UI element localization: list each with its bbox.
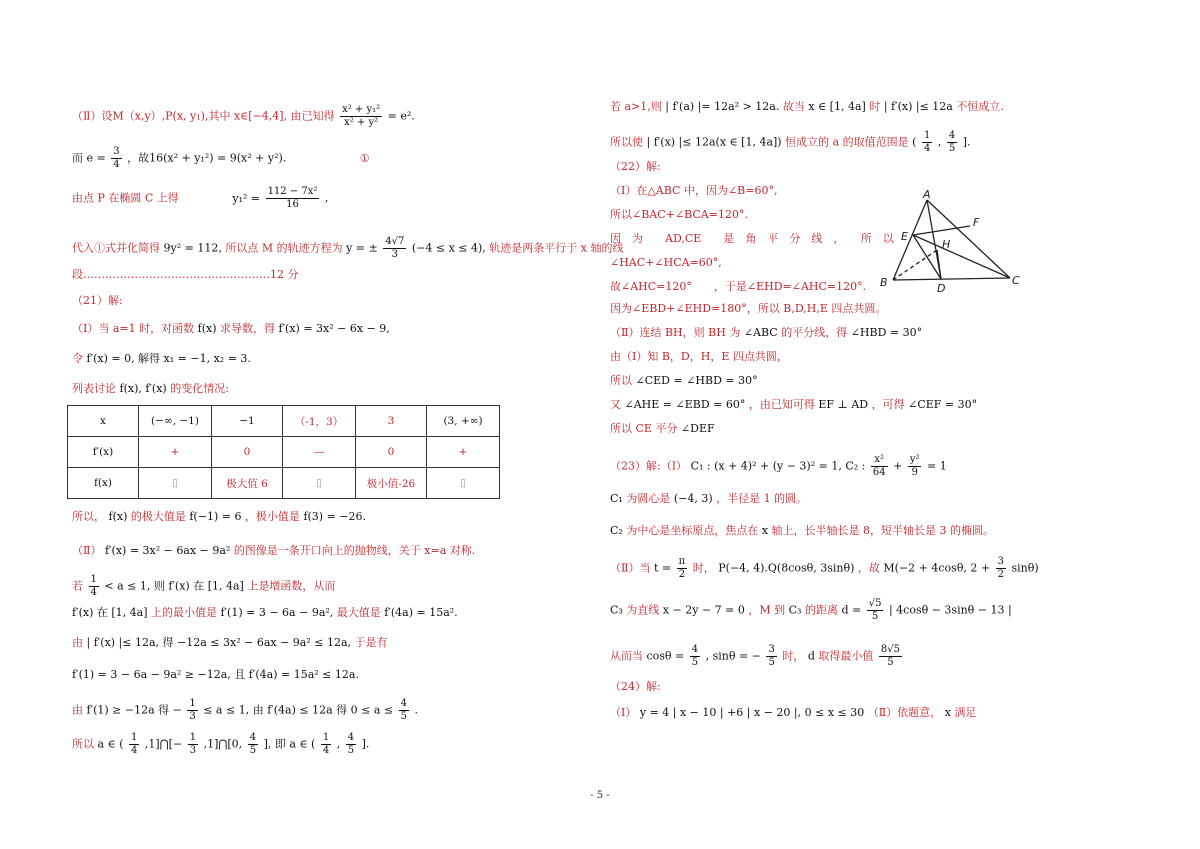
problem-21-heading: （21）解: <box>72 294 123 307</box>
roots-line: 令 f′(x) = 0, 解得 x₁ = −1, x₂ = 3. <box>72 352 251 365</box>
min-max-line: f′(x) 在 [1, 4a] 上的最小值是 f′(1) = 3 − 6a − 9a², 最大值是 f′(4a) = 15a². <box>72 606 458 619</box>
fraction: $\frac{1}{4}$ <box>923 130 931 154</box>
segment-ef <box>913 226 970 235</box>
eccentricity-line: 而 e = $\frac{3}{4}$ ，故16(x² + y₁²) = 9(x² + y²). ① <box>72 146 370 170</box>
p22-conclusion-line: 所以 CE 平分 ∠DEF <box>610 422 715 435</box>
fraction: $\frac{4}{5}$ <box>347 732 355 756</box>
trajectory-line: 代入①式并化简得 9y² = 112, 所以点 M 的轨迹方程为 y = ± $\frac{4√7}{3}$ (−4 ≤ x ≤ 4), 轨迹是两条平行于 x 轴的线 <box>72 236 624 260</box>
fraction: $\frac{3}{2}$ <box>997 556 1005 580</box>
third-fraction: $\frac{1}{3}$ <box>189 698 196 722</box>
range-result-line: 所以 a ∈ ( $\frac{1}{4}$ ,1]⋂[− $\frac{1}{3}$ ,1]⋂[0, $\frac{4}{5}$ ], 即 a ∈ ( $\frac{1}{4}$ , $\frac{4}{5}$ ]. <box>72 732 370 756</box>
fraction: $\frac{1}{3}$ <box>189 732 197 756</box>
p23-minimum-line: 从而当 cosθ = $\frac{4}{5}$ , sinθ = − $\frac{3}{5}$ 时， d 取得最小值 $\frac{8√5}{5}$ <box>610 644 900 668</box>
label-d: D <box>937 282 946 295</box>
p23-curves-line: （23）解:（Ⅰ） C₁ : (x + 4)² + (y − 3)² = 1, C₂ : $\frac{\text{x²}}{64}$ + $\frac{\text{y²}}{9}$ = 1 <box>610 454 947 478</box>
p22-angle-cef-line: 又 ∠AHE = ∠EBD = 60° ，由已知可得 EF ⊥ AD ，可得 ∠CEF = 30° <box>610 398 978 411</box>
p22-angle-ced-line: 所以 ∠CED = ∠HBD = 30° <box>610 374 758 387</box>
page-number: - 5 - <box>590 790 610 801</box>
fraction: $\frac{√5}{5}$ <box>868 598 882 622</box>
p22-line-6: 因为∠EBD+∠EHD=180°，所以 B,D,H,E 四点共圆。 <box>610 302 887 315</box>
p22-line-1: （Ⅰ）在△ABC 中，因为∠B=60°, <box>610 184 778 197</box>
extremum-line: 所以， f(x) 的极大值是 f(−1) = 6 ，极小值是 f(3) = −26. <box>72 510 367 523</box>
label-h: H <box>942 238 951 251</box>
inequality-line: 由 | f′(x) |≤ 12a, 得 −12a ≤ 3x² − 6ax − 9a² ≤ 12a, 于是有 <box>72 636 388 649</box>
four-fifths-fraction: $\frac{4}{5}$ <box>400 698 408 722</box>
fraction: $\frac{4}{5}$ <box>948 130 956 154</box>
label-c: C <box>1012 274 1020 287</box>
p24-function-line: （Ⅰ） y = 4 | x − 10 | +6 | x − 20 |, 0 ≤ x ≤ 30 （Ⅱ）依题意， x 满足 <box>610 706 977 719</box>
table-row: x (−∞, −1) −1 （-1，3） 3 (3, +∞) <box>68 406 500 437</box>
fraction: $\frac{8√5}{5}$ <box>880 644 900 668</box>
increasing-line: 若 $\frac{1}{4}$ < a ≤ 1, 则 f′(x) 在 [1, 4a] 上是增函数，从而 <box>72 574 336 598</box>
side-bc <box>893 278 1010 280</box>
label-f: F <box>973 216 980 229</box>
ellipse-point-line: 由点 P 在椭圆 C 上得 y₁² = $\frac{\text{112 − 7x²}}{16}$ , <box>72 186 329 210</box>
a-greater-one-line: 若 a>1,则 | f′(a) |= 12a² > 12a. 故当 x ∈ [1, 4a] 时 | f′(x) |≤ 12a 不恒成立. <box>610 100 1004 113</box>
sqrt7-fraction: $\frac{4√7}{3}$ <box>385 236 405 260</box>
p22-line-4: ∠HAC+∠HCA=60°, <box>610 256 722 269</box>
segment-ce <box>913 235 1010 278</box>
p23-part2-line: （Ⅱ）当 t = $\frac{\pi}{2}$ 时， P(−4, 4).Q(8cosθ, 3sinθ) ，故 M(−2 + 4cosθ, 2 + $\frac{3}{2}$ sinθ) <box>610 556 1039 580</box>
circled-one-marker: ① <box>359 151 370 165</box>
fraction: $\frac{1}{4}$ <box>322 732 330 756</box>
p22-line-5: 故∠AHC=120° ，于是∠EHD=∠AHC=120°. <box>610 280 867 293</box>
y1-fraction: $\frac{\text{112 − 7x²}}{16}$ <box>267 186 318 210</box>
fraction: $\frac{\text{x²}}{64}$ <box>872 454 886 478</box>
fraction: $\frac{4}{5}$ <box>691 644 699 668</box>
table-row: f(x) ▯ 极大值 6 ▯ 极小值-26 ▯ <box>68 468 500 499</box>
score-line: 段……………………………………………12 分 <box>72 268 299 281</box>
parabola-line: （Ⅱ） f′(x) = 3x² − 6ax − 9a² 的图像是一条开口向上的抛物线，关于 x=a 对称. <box>72 544 476 557</box>
fraction: $\frac{4}{5}$ <box>249 732 257 756</box>
part2-setup-line: （Ⅱ）设M（x,y）,P(x, y₁),其中 x∈[−4,4], 由已知得 $\frac{\text{x² + y₁²}}{\text{x² + y²}}$ = e². <box>72 104 415 128</box>
a-range-line: 所以使 | f′(x) |≤ 12a(x ∈ [1, 4a]) 恒成立的 a 的取值范围是 ( $\frac{1}{4}$ , $\frac{4}{5}$ ]. <box>610 130 971 154</box>
fraction: $\frac{\pi}{2}$ <box>678 556 686 580</box>
label-b: B <box>880 276 888 289</box>
p23-circle-line: C₁ 为圆心是 (−4, 3) ，半径是 1 的圆。 <box>610 492 808 505</box>
quarter-fraction: $\frac{1}{4}$ <box>90 574 97 598</box>
range-derive-line: 由 f′(1) ≥ −12a 得 − $\frac{1}{3}$ ≤ a ≤ 1, 由 f′(4a) ≤ 12a 得 0 ≤ a ≤ $\frac{4}{5}$ . <box>72 698 419 722</box>
p23-distance-line: C₃ 为直线 x − 2y − 7 = 0 ，M 到 C₃ 的距离 d = $\frac{√5}{5}$ | 4cosθ − 3sinθ − 13 | <box>610 598 1012 622</box>
p22-line-2: 所以∠BAC+∠BCA=120°. <box>610 208 748 221</box>
derivative-line: （Ⅰ）当 a=1 时，对函数 f(x) 求导数，得 f′(x) = 3x² − 6x − 9, <box>72 322 390 335</box>
fraction: $\frac{\text{y²}}{9}$ <box>909 454 920 478</box>
p22-part2-line: （Ⅱ）连结 BH，则 BH 为 ∠ABC 的平分线，得 ∠HBD = 30° <box>610 326 923 339</box>
p22-line-3: 因 为 AD,CE 是 角 平 分 线 ， 所 以 <box>610 232 894 245</box>
fraction: $\frac{1}{4}$ <box>131 732 138 756</box>
ratio-fraction: $\frac{\text{x² + y₁²}}{\text{x² + y²}}$ <box>342 104 381 128</box>
triangle-figure <box>875 190 1025 300</box>
problem-22-heading: （22）解: <box>610 160 661 173</box>
side-ab <box>893 200 927 280</box>
problem-24-heading: （24）解: <box>610 680 661 693</box>
conditions-line: f′(1) = 3 − 6a − 9a² ≥ −12a, 且 f′(4a) = 15a² ≤ 12a. <box>72 668 359 681</box>
label-e: E <box>901 230 908 243</box>
fraction: $\frac{3}{5}$ <box>768 644 775 668</box>
p22-cyclic-line: 由（Ⅰ）知 B，D，H，E 四点共圆， <box>610 350 788 363</box>
table-row: f′(x) + 0 — 0 + <box>68 437 500 468</box>
variation-table <box>67 405 500 499</box>
e-fraction: $\frac{3}{4}$ <box>113 146 120 170</box>
p23-ellipse-line: C₂ 为中心是坐标原点，焦点在 x 轴上，长半轴长是 8，短半轴长是 3 的椭圆。 <box>610 524 995 537</box>
label-a: A <box>923 190 931 201</box>
table-intro-line: 列表讨论 f(x), f′(x) 的变化情况: <box>72 382 229 395</box>
